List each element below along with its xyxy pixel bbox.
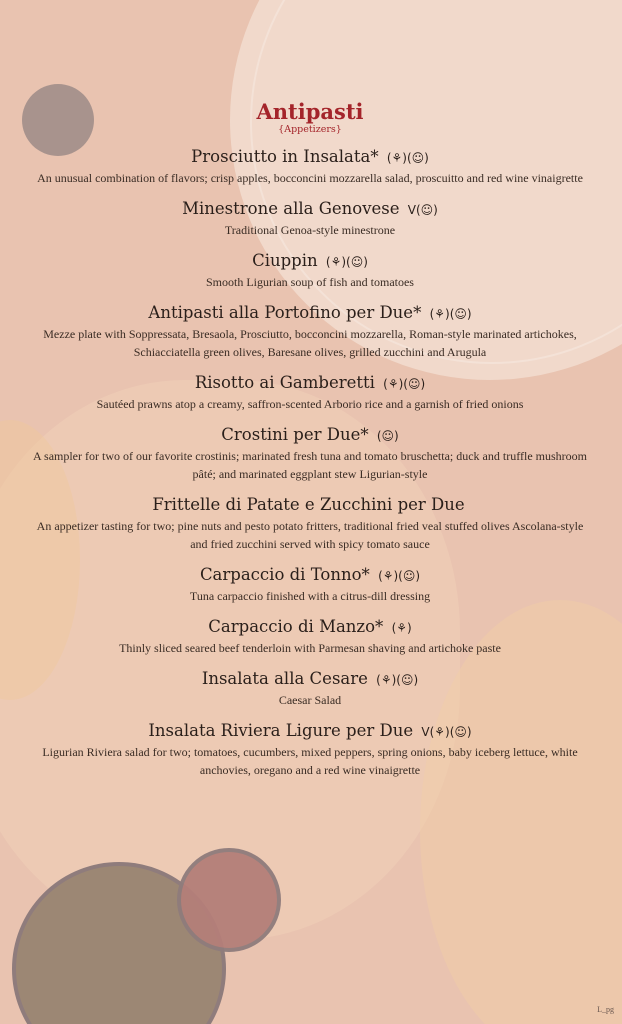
menu-item-name: Ciuppin [252,251,318,270]
menu-item [30,424,590,483]
menu-item-description: Sautéed prawns atop a creamy, saffron-scented Arborio rice and a garnish of fried onions [96,397,524,411]
decorative-circle-bottom-small [177,848,281,952]
menu-item [30,564,590,605]
menu-item-description: An unusual combination of flavors; crisp apples, bocconcini mozzarella salad, proscuitto and red wine vinaigrette [37,171,583,185]
menu-item-description: Thinly sliced seared beef tenderloin with Parmesan shaving and artichoke paste [119,641,501,655]
menu-item-name: Frittelle di Patate e Zucchini per Due [152,495,465,514]
menu-item [30,668,590,709]
dietary-icons: (⚘)(☺) [378,569,421,583]
menu-section [30,100,590,790]
menu-item-description: A sampler for two of our favorite crostinis; marinated fresh tuna and tomato bruschetta; duck and truffle mushroom pâté; and marinated eggplant stew Ligurian-style [33,449,587,481]
menu-item-name: Crostini per Due* [221,425,369,444]
menu-item-name: Insalata alla Cesare [201,669,368,688]
menu-item [30,250,590,291]
menu-item-description: Smooth Ligurian soup of fish and tomatoes [206,275,414,289]
dietary-icons: V(☺) [407,203,438,217]
dietary-icons: (⚘)(☺) [383,377,426,391]
menu-item-name: Carpaccio di Tonno* [199,565,370,584]
menu-item [30,720,590,779]
menu-item [30,198,590,239]
menu-item-name: Antipasti alla Portofino per Due* [148,303,422,322]
menu-item-name: Minestrone alla Genovese [182,199,400,218]
dietary-icons: (⚘)(☺) [376,673,419,687]
menu-item [30,372,590,413]
dietary-icons: (☺) [376,429,399,443]
menu-item [30,494,590,553]
menu-item-description: Mezze plate with Soppressata, Bresaola, Prosciutto, bocconcini mozzarella, Roman-style marinated artichokes, Schiacciatella green olives, Baresane olives, grilled zucchini and Arugula [43,327,577,359]
menu-item [30,146,590,187]
menu-item-description: Caesar Salad [278,693,342,707]
menu-item-name: Carpaccio di Manzo* [208,617,384,636]
menu-item-description: An appetizer tasting for two; pine nuts and pesto potato fritters, traditional fried veal stuffed olives Ascolana-style and fried zucchini served with spicy tomato sauce [36,519,584,551]
section-title: Antipasti [256,99,364,124]
menu-item [30,616,590,657]
menu-item-description: Ligurian Riviera salad for two; tomatoes, cucumbers, mixed peppers, spring onions, baby iceberg lettuce, white anchovies, oregano and a red wine vinaigrette [42,745,578,777]
dietary-icons: V(⚘)(☺) [421,725,472,739]
page-mark: L_pg [597,1005,614,1014]
dietary-icons: (⚘) [391,621,412,635]
menu-item [30,302,590,361]
menu-item-description: Tuna carpaccio finished with a citrus-dill dressing [189,589,431,603]
dietary-icons: (⚘)(☺) [325,255,368,269]
menu-item-description: Traditional Genoa-style minestrone [224,223,396,237]
dietary-icons: (⚘)(☺) [429,307,472,321]
section-subtitle: {Appetizers} [278,124,342,135]
menu-item-name: Risotto ai Gamberetti [194,373,375,392]
menu-item-name: Insalata Riviera Ligure per Due [148,721,414,740]
menu-item-name: Prosciutto in Insalata* [191,147,379,166]
dietary-icons: (⚘)(☺) [386,151,429,165]
